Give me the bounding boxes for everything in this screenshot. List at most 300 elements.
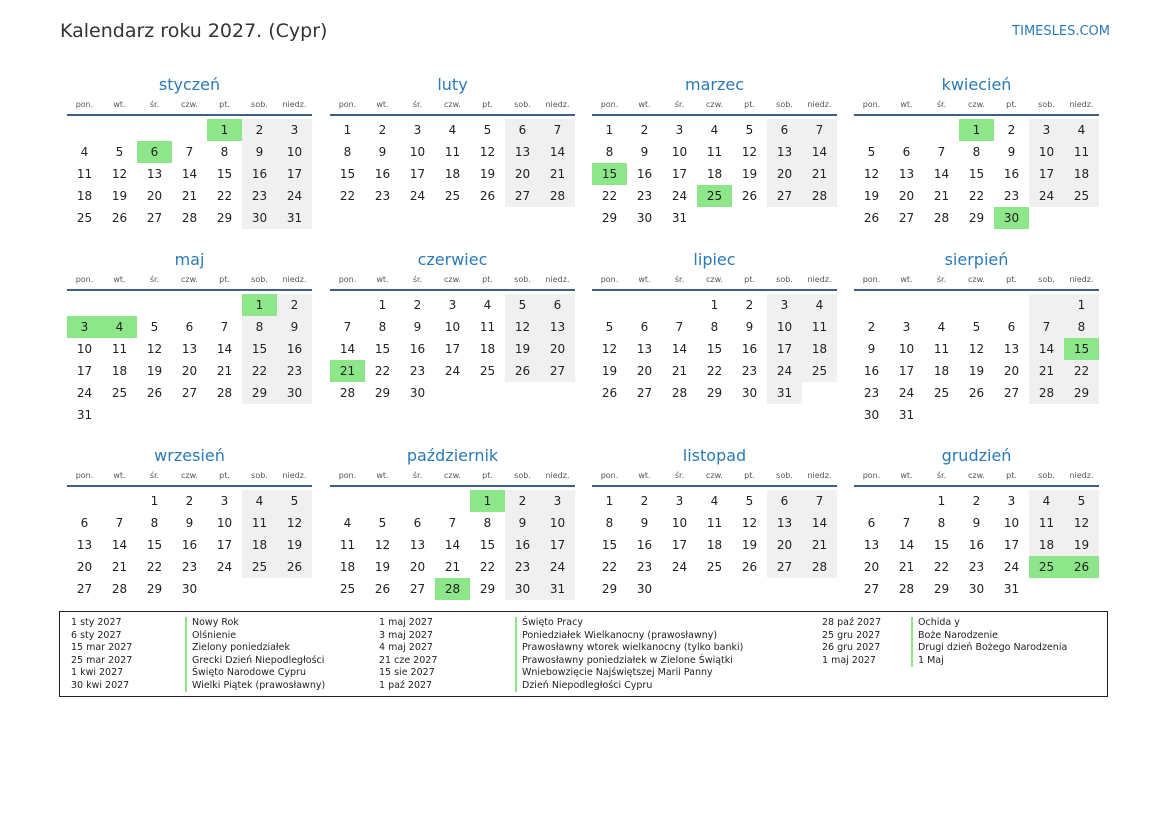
week-row [592, 382, 837, 404]
day-cell: 7 [448, 516, 457, 530]
weekday-label: śr. [674, 100, 685, 109]
day-cell: 1 [378, 298, 387, 312]
week-row [854, 360, 1099, 382]
week-row [592, 119, 837, 141]
day-cell: 20 [505, 163, 540, 185]
weekday-label: śr. [149, 275, 160, 284]
day-cell: 13 [767, 141, 802, 163]
day-cell: 29 [216, 211, 233, 225]
empty-cell [802, 578, 837, 600]
day-cell: 30 [741, 386, 758, 400]
day-cell: 31 [76, 408, 93, 422]
day-cell: 19 [505, 338, 540, 360]
weekday-label: sob. [514, 275, 531, 284]
month-name: październik [406, 446, 499, 465]
legend-holiday-name: Wniebowzięcie Najświętszej Marii Panny [515, 667, 743, 680]
day-cell: 24 [277, 185, 312, 207]
day-cell: 28 [339, 386, 356, 400]
day-cell: 6 [137, 141, 172, 163]
day-cell: 11 [1064, 141, 1099, 163]
legend-holiday-name: 1 Maj [911, 655, 1067, 668]
week-row [854, 294, 1099, 316]
day-cell: 4 [802, 294, 837, 316]
day-cell: 25 [242, 556, 277, 578]
weekday-label: pon. [862, 275, 881, 284]
month-name: marzec [684, 75, 744, 94]
day-cell: 31 [671, 211, 688, 225]
day-cell: 8 [605, 145, 614, 159]
weekday-label: pon. [862, 100, 881, 109]
day-cell: 18 [339, 560, 356, 574]
day-cell: 27 [146, 211, 163, 225]
weekday-header [592, 98, 837, 116]
day-cell: 18 [802, 338, 837, 360]
empty-cell [1064, 578, 1099, 600]
day-cell: 16 [181, 538, 198, 552]
day-cell: 25 [697, 185, 732, 207]
weekday-label: pt. [744, 471, 755, 480]
day-cell: 16 [242, 163, 277, 185]
weekday-label: wt. [113, 275, 126, 284]
empty-cell [137, 294, 172, 316]
weekday-label: pon. [600, 275, 619, 284]
week-row [67, 207, 312, 229]
week-row [592, 556, 837, 578]
day-cell: 4 [102, 316, 137, 338]
day-cell: 15 [242, 338, 277, 360]
day-cell: 7 [675, 320, 684, 334]
day-cell: 12 [111, 167, 128, 181]
empty-cell [540, 382, 575, 404]
day-cell: 26 [1064, 556, 1099, 578]
day-cell: 19 [374, 560, 391, 574]
empty-cell [172, 294, 207, 316]
legend-date: 26 gru 2027 [822, 642, 881, 653]
weekday-label: czw. [181, 275, 198, 284]
empty-cell [365, 490, 400, 512]
weekday-label: pt. [219, 275, 230, 284]
weekday-label: śr. [936, 471, 947, 480]
day-cell: 1 [605, 123, 614, 137]
empty-cell [854, 490, 889, 512]
day-cell: 29 [374, 386, 391, 400]
day-cell: 29 [601, 582, 618, 596]
month-5 [67, 249, 312, 426]
day-cell: 9 [745, 320, 754, 334]
day-cell: 2 [185, 494, 194, 508]
day-cell: 20 [767, 163, 802, 185]
weekday-label: pon. [75, 275, 94, 284]
day-cell: 19 [111, 189, 128, 203]
day-cell: 24 [409, 189, 426, 203]
weekday-label: pt. [219, 471, 230, 480]
week-row [330, 119, 575, 141]
legend-date: 21 cze 2027 [379, 654, 438, 666]
day-cell: 5 [745, 123, 754, 137]
day-cell: 30 [636, 582, 653, 596]
day-cell: 15 [968, 167, 985, 181]
day-cell: 25 [444, 189, 461, 203]
day-cell: 2 [640, 494, 649, 508]
weekday-header [854, 469, 1099, 487]
day-cell: 10 [1003, 516, 1020, 530]
legend-date: 1 kwi 2027 [71, 667, 124, 678]
weekday-label: pon. [338, 275, 357, 284]
day-cell: 8 [242, 316, 277, 338]
weekday-label: pt. [482, 471, 493, 480]
day-cell: 9 [185, 516, 194, 530]
weekday-label: czw. [444, 100, 461, 109]
empty-cell [1029, 578, 1064, 600]
day-cell: 23 [505, 556, 540, 578]
day-cell: 10 [898, 342, 915, 356]
day-cell: 10 [444, 320, 461, 334]
day-cell: 26 [111, 211, 128, 225]
empty-cell [137, 404, 172, 426]
weekday-label: czw. [706, 275, 723, 284]
day-cell: 9 [1007, 145, 1016, 159]
day-cell: 6 [80, 516, 89, 530]
day-cell: 23 [636, 560, 653, 574]
weekday-label: czw. [968, 471, 985, 480]
empty-cell [854, 294, 889, 316]
day-cell: 12 [479, 145, 496, 159]
empty-cell [889, 294, 924, 316]
day-cell: 14 [444, 538, 461, 552]
month-8 [854, 249, 1099, 426]
weekday-header [592, 273, 837, 291]
day-cell: 20 [636, 364, 653, 378]
day-cell: 13 [76, 538, 93, 552]
empty-cell [137, 119, 172, 141]
day-cell: 13 [409, 538, 426, 552]
day-cell: 4 [710, 123, 719, 137]
legend-holiday-name: Nowy Rok [185, 617, 325, 630]
weekday-label: pon. [338, 100, 357, 109]
day-cell: 5 [505, 294, 540, 316]
empty-cell [924, 294, 959, 316]
day-grid [67, 294, 312, 426]
day-cell: 6 [413, 516, 422, 530]
weekday-label: sob. [251, 471, 268, 480]
day-cell: 4 [448, 123, 457, 137]
day-cell: 19 [741, 538, 758, 552]
day-cell: 22 [339, 189, 356, 203]
day-cell: 9 [867, 342, 876, 356]
week-row [854, 207, 1099, 229]
weekday-label: śr. [412, 275, 423, 284]
empty-cell [802, 382, 837, 404]
weekday-label: niedz. [807, 100, 832, 109]
legend-holiday-name: Prawosławny poniedziałek w Zielone Świątki [515, 655, 743, 668]
day-cell: 17 [216, 538, 233, 552]
day-cell: 10 [540, 512, 575, 534]
week-row [854, 316, 1099, 338]
legend-holiday-name: Olśnienie [185, 630, 325, 643]
day-cell: 13 [1003, 342, 1020, 356]
day-cell: 16 [863, 364, 880, 378]
weekday-label: sob. [1038, 100, 1055, 109]
day-cell: 10 [671, 516, 688, 530]
week-row [330, 578, 575, 600]
weekday-label: pt. [482, 275, 493, 284]
weekday-label: sob. [251, 100, 268, 109]
week-row [854, 382, 1099, 404]
weekday-label: sob. [776, 471, 793, 480]
month-name: luty [437, 75, 468, 94]
empty-cell [1029, 207, 1064, 229]
day-cell: 23 [409, 364, 426, 378]
weekday-label: czw. [706, 471, 723, 480]
week-row [854, 141, 1099, 163]
legend-date: 15 sie 2027 [379, 667, 435, 678]
week-row [592, 578, 837, 600]
legend-holiday-name: Prawosławny wtorek wielkanocny (tylko banki) [515, 642, 743, 655]
day-cell: 13 [540, 316, 575, 338]
day-cell: 26 [479, 189, 496, 203]
day-cell: 22 [706, 364, 723, 378]
day-cell: 7 [902, 516, 911, 530]
day-cell: 14 [181, 167, 198, 181]
day-cell: 29 [706, 386, 723, 400]
day-cell: 8 [483, 516, 492, 530]
day-cell: 30 [994, 207, 1029, 229]
day-cell: 7 [185, 145, 194, 159]
day-cell: 14 [540, 141, 575, 163]
legend-holiday-name: Dzień Niepodległości Cypru [515, 680, 743, 693]
empty-cell [697, 578, 732, 600]
weekday-label: wt. [638, 275, 651, 284]
month-name: wrzesień [154, 446, 225, 465]
month-9 [67, 445, 312, 600]
empty-cell [697, 207, 732, 229]
day-cell: 22 [479, 560, 496, 574]
day-cell: 17 [671, 538, 688, 552]
day-cell: 28 [435, 578, 470, 600]
day-cell: 7 [540, 119, 575, 141]
day-cell: 16 [741, 342, 758, 356]
month-10 [330, 445, 575, 600]
day-cell: 6 [505, 119, 540, 141]
weekday-label: sob. [514, 100, 531, 109]
empty-cell [732, 207, 767, 229]
legend-date: 6 sty 2027 [71, 629, 122, 641]
day-cell: 2 [242, 119, 277, 141]
day-cell: 29 [479, 582, 496, 596]
day-cell: 27 [505, 185, 540, 207]
empty-cell [924, 119, 959, 141]
week-row [854, 185, 1099, 207]
week-row [330, 294, 575, 316]
empty-cell [1064, 207, 1099, 229]
empty-cell [242, 578, 277, 600]
day-cell: 23 [277, 360, 312, 382]
week-row [854, 556, 1099, 578]
weekday-label: pt. [1006, 275, 1017, 284]
day-cell: 23 [181, 560, 198, 574]
week-row [592, 163, 837, 185]
day-cell: 22 [1064, 360, 1099, 382]
day-cell: 1 [207, 119, 242, 141]
day-cell: 24 [216, 560, 233, 574]
day-cell: 13 [181, 342, 198, 356]
day-cell: 9 [972, 516, 981, 530]
day-cell: 5 [483, 123, 492, 137]
empty-cell [662, 294, 697, 316]
day-cell: 30 [636, 211, 653, 225]
weekday-label: śr. [936, 100, 947, 109]
day-cell: 3 [540, 490, 575, 512]
day-cell: 13 [505, 141, 540, 163]
day-cell: 30 [277, 382, 312, 404]
day-cell: 22 [601, 560, 618, 574]
day-cell: 14 [802, 141, 837, 163]
day-cell: 27 [767, 185, 802, 207]
day-cell: 25 [111, 386, 128, 400]
day-grid [854, 119, 1099, 229]
day-grid [330, 119, 575, 207]
day-cell: 2 [413, 298, 422, 312]
day-cell: 5 [277, 490, 312, 512]
week-row [854, 534, 1099, 556]
month-name: grudzień [941, 446, 1012, 465]
day-cell: 26 [968, 386, 985, 400]
day-cell: 3 [413, 123, 422, 137]
day-cell: 10 [1029, 141, 1064, 163]
day-cell: 26 [741, 560, 758, 574]
day-cell: 26 [146, 386, 163, 400]
day-cell: 20 [767, 534, 802, 556]
day-cell: 15 [933, 538, 950, 552]
day-cell: 8 [343, 145, 352, 159]
day-cell: 27 [898, 211, 915, 225]
weekday-label: niedz. [807, 275, 832, 284]
empty-cell [470, 382, 505, 404]
month-2 [330, 74, 575, 207]
month-name: czerwiec [417, 250, 488, 269]
day-cell: 12 [505, 316, 540, 338]
weekday-label: czw. [444, 471, 461, 480]
week-row [592, 490, 837, 512]
day-cell: 3 [277, 119, 312, 141]
empty-cell [889, 119, 924, 141]
legend-dates-col-2 [379, 617, 437, 692]
empty-cell [1064, 404, 1099, 426]
day-cell: 29 [933, 582, 950, 596]
weekday-label: czw. [968, 275, 985, 284]
weekday-label: wt. [638, 100, 651, 109]
empty-cell [994, 294, 1029, 316]
weekday-label: pon. [75, 471, 94, 480]
day-cell: 3 [675, 123, 684, 137]
day-cell: 15 [1064, 338, 1099, 360]
day-cell: 27 [1003, 386, 1020, 400]
day-cell: 28 [671, 386, 688, 400]
legend-date: 28 paź 2027 [822, 617, 882, 628]
week-row [330, 163, 575, 185]
day-grid [592, 490, 837, 600]
legend-date: 1 sty 2027 [71, 617, 122, 628]
legend-holiday-name: Grecki Dzień Niepodległości [185, 655, 325, 668]
day-cell: 28 [802, 556, 837, 578]
page-title: Kalendarz roku 2027. (Cypr) [60, 20, 328, 42]
site-link[interactable]: TIMESLES.COM [1012, 24, 1110, 39]
day-cell: 9 [242, 141, 277, 163]
week-row [592, 512, 837, 534]
day-cell: 18 [706, 167, 723, 181]
legend-names-col-2 [515, 617, 743, 692]
day-cell: 30 [505, 578, 540, 600]
day-cell: 13 [898, 167, 915, 181]
week-row [67, 141, 312, 163]
legend-date: 15 mar 2027 [71, 642, 133, 653]
day-cell: 26 [374, 582, 391, 596]
day-cell: 7 [802, 119, 837, 141]
weekday-label: pon. [338, 471, 357, 480]
day-cell: 23 [968, 560, 985, 574]
day-cell: 3 [220, 494, 229, 508]
day-cell: 16 [636, 167, 653, 181]
day-cell: 10 [277, 141, 312, 163]
day-cell: 12 [863, 167, 880, 181]
day-cell: 26 [505, 360, 540, 382]
day-cell: 20 [181, 364, 198, 378]
day-cell: 21 [802, 534, 837, 556]
day-cell: 8 [1064, 316, 1099, 338]
month-3 [592, 74, 837, 229]
legend-dates-col-1 [71, 617, 132, 692]
legend-date: 1 maj 2027 [822, 654, 876, 666]
legend-dates-col-3 [822, 617, 881, 667]
week-row [592, 360, 837, 382]
day-cell: 24 [1029, 185, 1064, 207]
day-cell: 21 [111, 560, 128, 574]
weekday-label: sob. [514, 471, 531, 480]
day-cell: 23 [636, 189, 653, 203]
day-cell: 23 [374, 189, 391, 203]
day-grid [854, 490, 1099, 600]
week-row [67, 163, 312, 185]
day-cell: 15 [216, 167, 233, 181]
empty-cell [330, 294, 365, 316]
day-cell: 13 [636, 342, 653, 356]
day-cell: 20 [898, 189, 915, 203]
weekday-header [592, 469, 837, 487]
day-cell: 12 [277, 512, 312, 534]
day-cell: 17 [671, 167, 688, 181]
day-cell: 1 [343, 123, 352, 137]
weekday-label: sob. [776, 100, 793, 109]
day-cell: 11 [242, 512, 277, 534]
day-cell: 27 [409, 582, 426, 596]
day-cell: 17 [409, 167, 426, 181]
day-cell: 2 [378, 123, 387, 137]
day-cell: 31 [898, 408, 915, 422]
weekday-label: niedz. [282, 100, 307, 109]
day-cell: 25 [1029, 556, 1064, 578]
month-name: styczeń [158, 75, 221, 94]
legend-holiday-name: Drugi dzień Bożego Narodzenia [911, 642, 1067, 655]
day-cell: 30 [409, 386, 426, 400]
weekday-label: pt. [1006, 100, 1017, 109]
day-cell: 1 [1064, 294, 1099, 316]
week-row [67, 556, 312, 578]
day-cell: 4 [1029, 490, 1064, 512]
day-cell: 14 [1029, 338, 1064, 360]
empty-cell [854, 119, 889, 141]
day-cell: 25 [802, 360, 837, 382]
day-cell: 21 [933, 189, 950, 203]
